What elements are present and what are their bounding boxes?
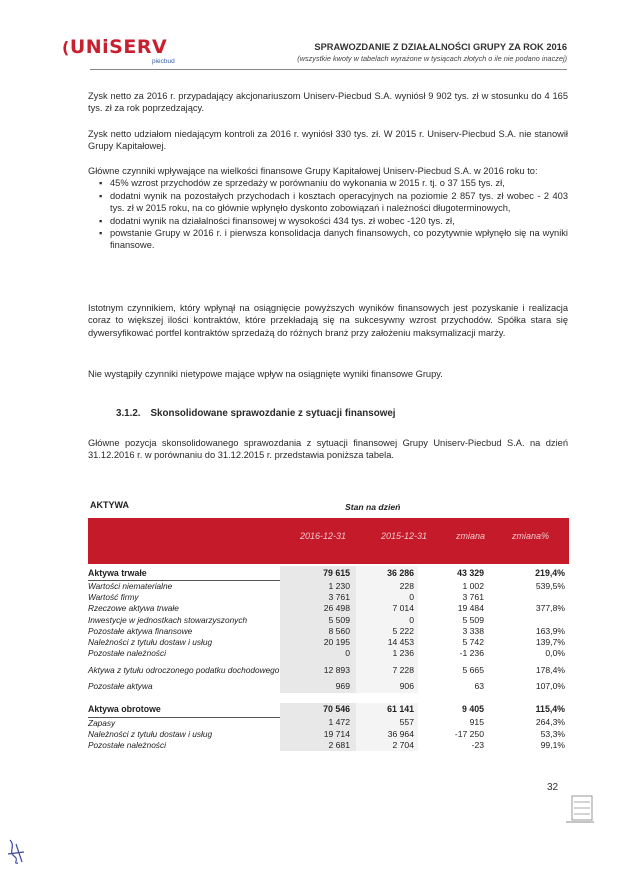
- value-change-pct: [488, 592, 569, 603]
- list-item: ▪ 45% wzrost przychodów ze sprzedaży w porównaniu do wykonania w 2015 r. tj. o 37 155 tys. zł,: [99, 178, 505, 189]
- value-change-pct: 107,0%: [535, 681, 565, 692]
- value-change: 5 509: [462, 614, 484, 625]
- paragraph-table-intro: Główne pozycja skonsolidowanego sprawozdania z sytuacji finansowej Grupy Uniserv-Piecbud S.A. na dzień 31.12.2016 r. w porównaniu do 31.12.2015 r. przedstawia poniższa tabela.: [88, 438, 568, 461]
- table-group-row: [88, 703, 569, 718]
- value-change: 43 329: [457, 567, 484, 578]
- table-row: [88, 648, 569, 659]
- value-2016: 5 509: [280, 615, 356, 626]
- table-row: [88, 581, 569, 593]
- value-change-pct: 163,9%: [535, 625, 565, 636]
- row-label: Zapasy: [88, 717, 116, 728]
- row-label: Wartość firmy: [88, 592, 139, 603]
- value-change: 3 338: [462, 625, 484, 636]
- value-2016: 1 472: [280, 717, 356, 729]
- row-spacer: [88, 693, 569, 703]
- table-label-assets: AKTYWA: [90, 500, 129, 510]
- factors-list: [88, 177, 568, 251]
- col-header-change-pct: zmiana%: [512, 531, 550, 541]
- value-change-pct: 178,4%: [535, 665, 565, 676]
- row-label: Pozostałe należności: [88, 739, 166, 750]
- value-2015: 0: [356, 592, 418, 603]
- signature-icon: [6, 836, 28, 866]
- logo-swoosh-icon: (: [62, 38, 70, 57]
- stamp-icon: [560, 792, 600, 826]
- value-change: 9 405: [461, 704, 484, 715]
- value-2016: 79 615: [280, 566, 356, 581]
- bullet-icon: ▪: [99, 178, 103, 189]
- table-row: [88, 681, 569, 692]
- paragraph-net-profit: Zysk netto za 2016 r. przypadający akcjonariuszom Uniserv-Piecbud S.A. wyniósł 9 902 tys. zł w stosunku do 4 165 tys. zł za rok poprzedzający.: [88, 91, 568, 114]
- value-2015: 228: [356, 581, 418, 593]
- value-change-pct: 139,7%: [535, 637, 565, 648]
- value-2015: 36 964: [356, 729, 418, 740]
- table-row: [88, 592, 569, 603]
- row-label: Pozostałe aktywa: [88, 681, 153, 692]
- report-title: SPRAWOZDANIE Z DZIAŁALNOŚCI GRUPY ZA ROK 2016: [314, 42, 567, 52]
- bullet-icon: ▪: [99, 190, 103, 201]
- value-2015: 0: [356, 615, 418, 626]
- value-change: -23: [471, 739, 484, 750]
- table-row: [88, 603, 569, 614]
- value-change-pct: 115,4%: [535, 704, 565, 715]
- value-change-pct: 219,4%: [535, 567, 565, 578]
- row-label: Aktywa trwałe: [88, 566, 280, 581]
- assets-table: [88, 566, 569, 751]
- value-change: -17 250: [454, 728, 484, 739]
- value-2015: 5 222: [356, 626, 418, 637]
- bullet-icon: ▪: [99, 228, 103, 239]
- list-item: ▪ dodatni wynik na pozostałych przychodach i kosztach operacyjnych na poziomie 2 857 tys. zł wobec - 2 403 tys. zł w 2015 roku, na co głównie wpłynęło dyskonto zobowiązań i należności długoterminowych,: [99, 190, 568, 214]
- section-title: Skonsolidowane sprawozdanie z sytuacji finansowej: [150, 408, 396, 419]
- value-2016: 0: [280, 648, 356, 659]
- logo-text: UNiSERV: [69, 36, 168, 58]
- value-2016: 20 195: [280, 637, 356, 648]
- value-2016: 8 560: [280, 626, 356, 637]
- logo-subtext: piecbud: [152, 58, 175, 65]
- row-label: Aktywa obrotowe: [88, 703, 280, 718]
- table-label-balance-date: Stan na dzień: [345, 502, 401, 512]
- section-number: 3.1.2.: [116, 408, 141, 419]
- table-row: [88, 729, 569, 740]
- value-change: 1 002: [462, 580, 484, 591]
- value-change: 5 742: [462, 637, 484, 648]
- value-2015: 2 704: [356, 740, 418, 751]
- value-2015: 7 014: [356, 603, 418, 614]
- bullet-icon: ▪: [99, 215, 103, 226]
- value-2015: 36 286: [356, 566, 418, 581]
- col-header-2016: 2016-12-31: [300, 531, 347, 541]
- list-item: ▪ dodatni wynik na działalności finansowej w wysokości 434 tys. zł wobec -120 tys. zł,: [99, 215, 455, 226]
- value-change-pct: 99,1%: [540, 739, 565, 750]
- value-change-pct: 53,3%: [540, 728, 565, 739]
- value-2015: 7 228: [356, 659, 418, 681]
- value-2016: 70 546: [280, 703, 356, 718]
- table-header-band: [88, 518, 569, 564]
- value-2015: 1 236: [356, 648, 418, 659]
- factors-block: [88, 165, 568, 252]
- value-2015: 557: [356, 717, 418, 729]
- company-logo: [62, 36, 167, 58]
- value-change: 63: [474, 681, 484, 692]
- table-row: [88, 717, 569, 729]
- value-change-pct: [488, 615, 569, 626]
- page-number: 32: [547, 782, 559, 793]
- table-row: [88, 615, 569, 626]
- header-divider: [90, 69, 567, 70]
- value-change-pct: 264,3%: [535, 717, 565, 728]
- col-header-change: zmiana: [456, 531, 486, 541]
- row-label: Rzeczowe aktywa trwałe: [88, 603, 179, 614]
- value-2015: 14 453: [356, 637, 418, 648]
- report-subtitle: (wszystkie kwoty w tabelach wyrażone w tysiącach złotych o ile nie podano inaczej): [297, 54, 567, 63]
- value-2016: 1 230: [280, 581, 356, 593]
- list-item: ▪ powstanie Grupy w 2016 r. i pierwsza konsolidacja danych finansowych, co pozytywnie wpłynęło się na wyniki finansowe.: [99, 228, 568, 251]
- row-label: Wartości niematerialne: [88, 581, 173, 592]
- value-change: -1 236: [459, 648, 484, 659]
- value-2015: 906: [356, 681, 418, 692]
- row-label: Należności z tytułu dostaw i usług: [88, 637, 213, 648]
- value-change: 5 665: [462, 665, 484, 676]
- value-2016: 3 761: [280, 592, 356, 603]
- value-2016: 969: [280, 681, 356, 692]
- value-change: 3 761: [462, 592, 484, 603]
- row-label: Inwestycje w jednostkach stowarzyszonych: [88, 614, 248, 625]
- table-row: [88, 637, 569, 648]
- value-change: 915: [469, 717, 484, 728]
- value-change: 19 484: [457, 603, 484, 614]
- value-2015: 61 141: [356, 703, 418, 718]
- table-group-row: [88, 566, 569, 581]
- row-label: Należności z tytułu dostaw i usług: [88, 728, 213, 739]
- table-row: [88, 659, 569, 681]
- factors-intro: Główne czynniki wpływające na wielkości finansowe Grupy Kapitałowej Uniserv-Piecbud S.A. w 2016 roku to:: [88, 166, 538, 176]
- table-row: [88, 740, 569, 751]
- value-change-pct: 377,8%: [535, 603, 565, 614]
- value-2016: 2 681: [280, 740, 356, 751]
- col-header-2015: 2015-12-31: [381, 531, 428, 541]
- row-label: Aktywa z tytułu odroczonego podatku dochodowego: [88, 665, 280, 676]
- paragraph-minority-profit: Zysk netto udziałom niedającym kontroli za 2016 r. wyniósł 330 tys. zł. W 2015 r. Uniserv-Piecbud S.A. nie stanowił Grupy Kapitałowej.: [88, 129, 568, 152]
- value-2016: 12 893: [280, 659, 356, 681]
- section-heading: [116, 408, 396, 419]
- row-label: Pozostałe aktywa finansowe: [88, 625, 193, 636]
- row-label: Pozostałe należności: [88, 648, 166, 659]
- value-change-pct: 539,5%: [535, 580, 565, 591]
- paragraph-key-factor: Istotnym czynnikiem, który wpłynął na osiągnięcie powyższych wyników finansowych jest pozyskanie i realizacja coraz to większej ilości kontraktów, które przekładają się na sukcesywny wzrost przychodów. Spółka stara się dywersyfikować portfel kontraktów sprzedażą do różnych branż przy założeniu maksymalizacji marży.: [88, 303, 568, 338]
- paragraph-no-atypical: Nie wystąpiły czynniki nietypowe mające wpływ na osiągnięte wyniki finansowe Grupy.: [88, 369, 443, 379]
- table-row: [88, 626, 569, 637]
- value-change-pct: 0,0%: [545, 648, 565, 659]
- value-2016: 19 714: [280, 729, 356, 740]
- value-2016: 26 498: [280, 603, 356, 614]
